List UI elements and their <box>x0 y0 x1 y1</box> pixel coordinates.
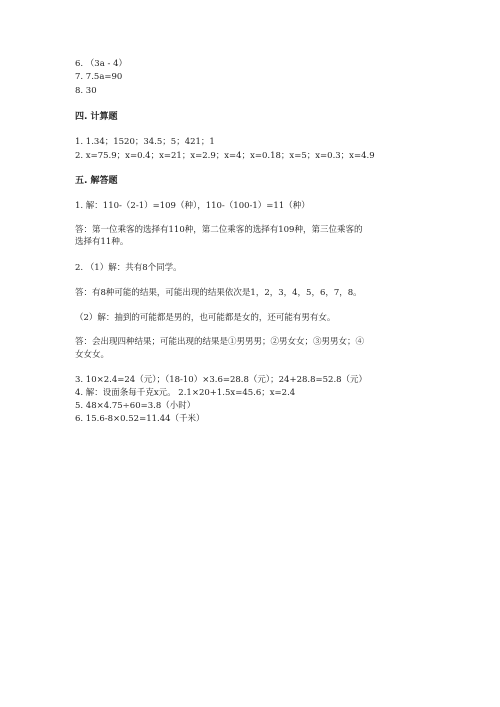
section-4-line-1: 1. 1.34；1520；34.5；5；421；1 <box>75 137 215 147</box>
answer-6: 6. （3a - 4） <box>75 59 127 69</box>
answer-8: 8. 30 <box>75 86 97 96</box>
q2-part-2: （2）解：抽到的可能都是男的，也可能都是女的，还可能有男有女。 <box>75 313 336 323</box>
q4-answer: 4. 解：设面条每千克x元。 2.1×20+1.5x=45.6；x=2.4 <box>75 388 296 398</box>
q2-answer-1: 答：有8种可能的结果，可能出现的结果依次是1，2，3，4，5，6，7，8。 <box>75 288 362 298</box>
answer-7: 7. 7.5a=90 <box>75 72 123 82</box>
q1-answer-line-2: 选择有11种。 <box>75 237 129 247</box>
q2-answer-2-line-1: 答：会出现四种结果；可能出现的结果是①男男男；②男女女；③男男女；④ <box>75 337 365 347</box>
q3-answer: 3. 10×2.4=24（元）；（18-10）×3.6=28.8（元）；24+28.8=52.8（元） <box>75 375 368 385</box>
q1-answer-line-1: 答：第一位乘客的选择有110种，第二位乘客的选择有109种，第三位乘客的 <box>75 225 363 235</box>
q2-answer-2-line-2: 女女女。 <box>75 350 110 360</box>
q5-answer: 5. 48×4.75÷60=3.8（小时） <box>75 401 196 411</box>
q2-part-1: 2. （1）解：共有8个同学。 <box>75 263 182 273</box>
section-4-line-2: 2. x=75.9；x=0.4；x=21；x=2.9；x=4；x=0.18；x=5；x=0.3；x=4.9 <box>75 151 375 161</box>
q6-answer: 6. 15.6-8×0.52=11.44（千米） <box>75 414 205 424</box>
section-5-heading: 五. 解答题 <box>75 176 118 186</box>
q1-solution: 1. 解：110-（2-1）=109（种），110-（100-1）=11（种） <box>75 201 310 211</box>
section-4-heading: 四. 计算题 <box>75 112 118 122</box>
